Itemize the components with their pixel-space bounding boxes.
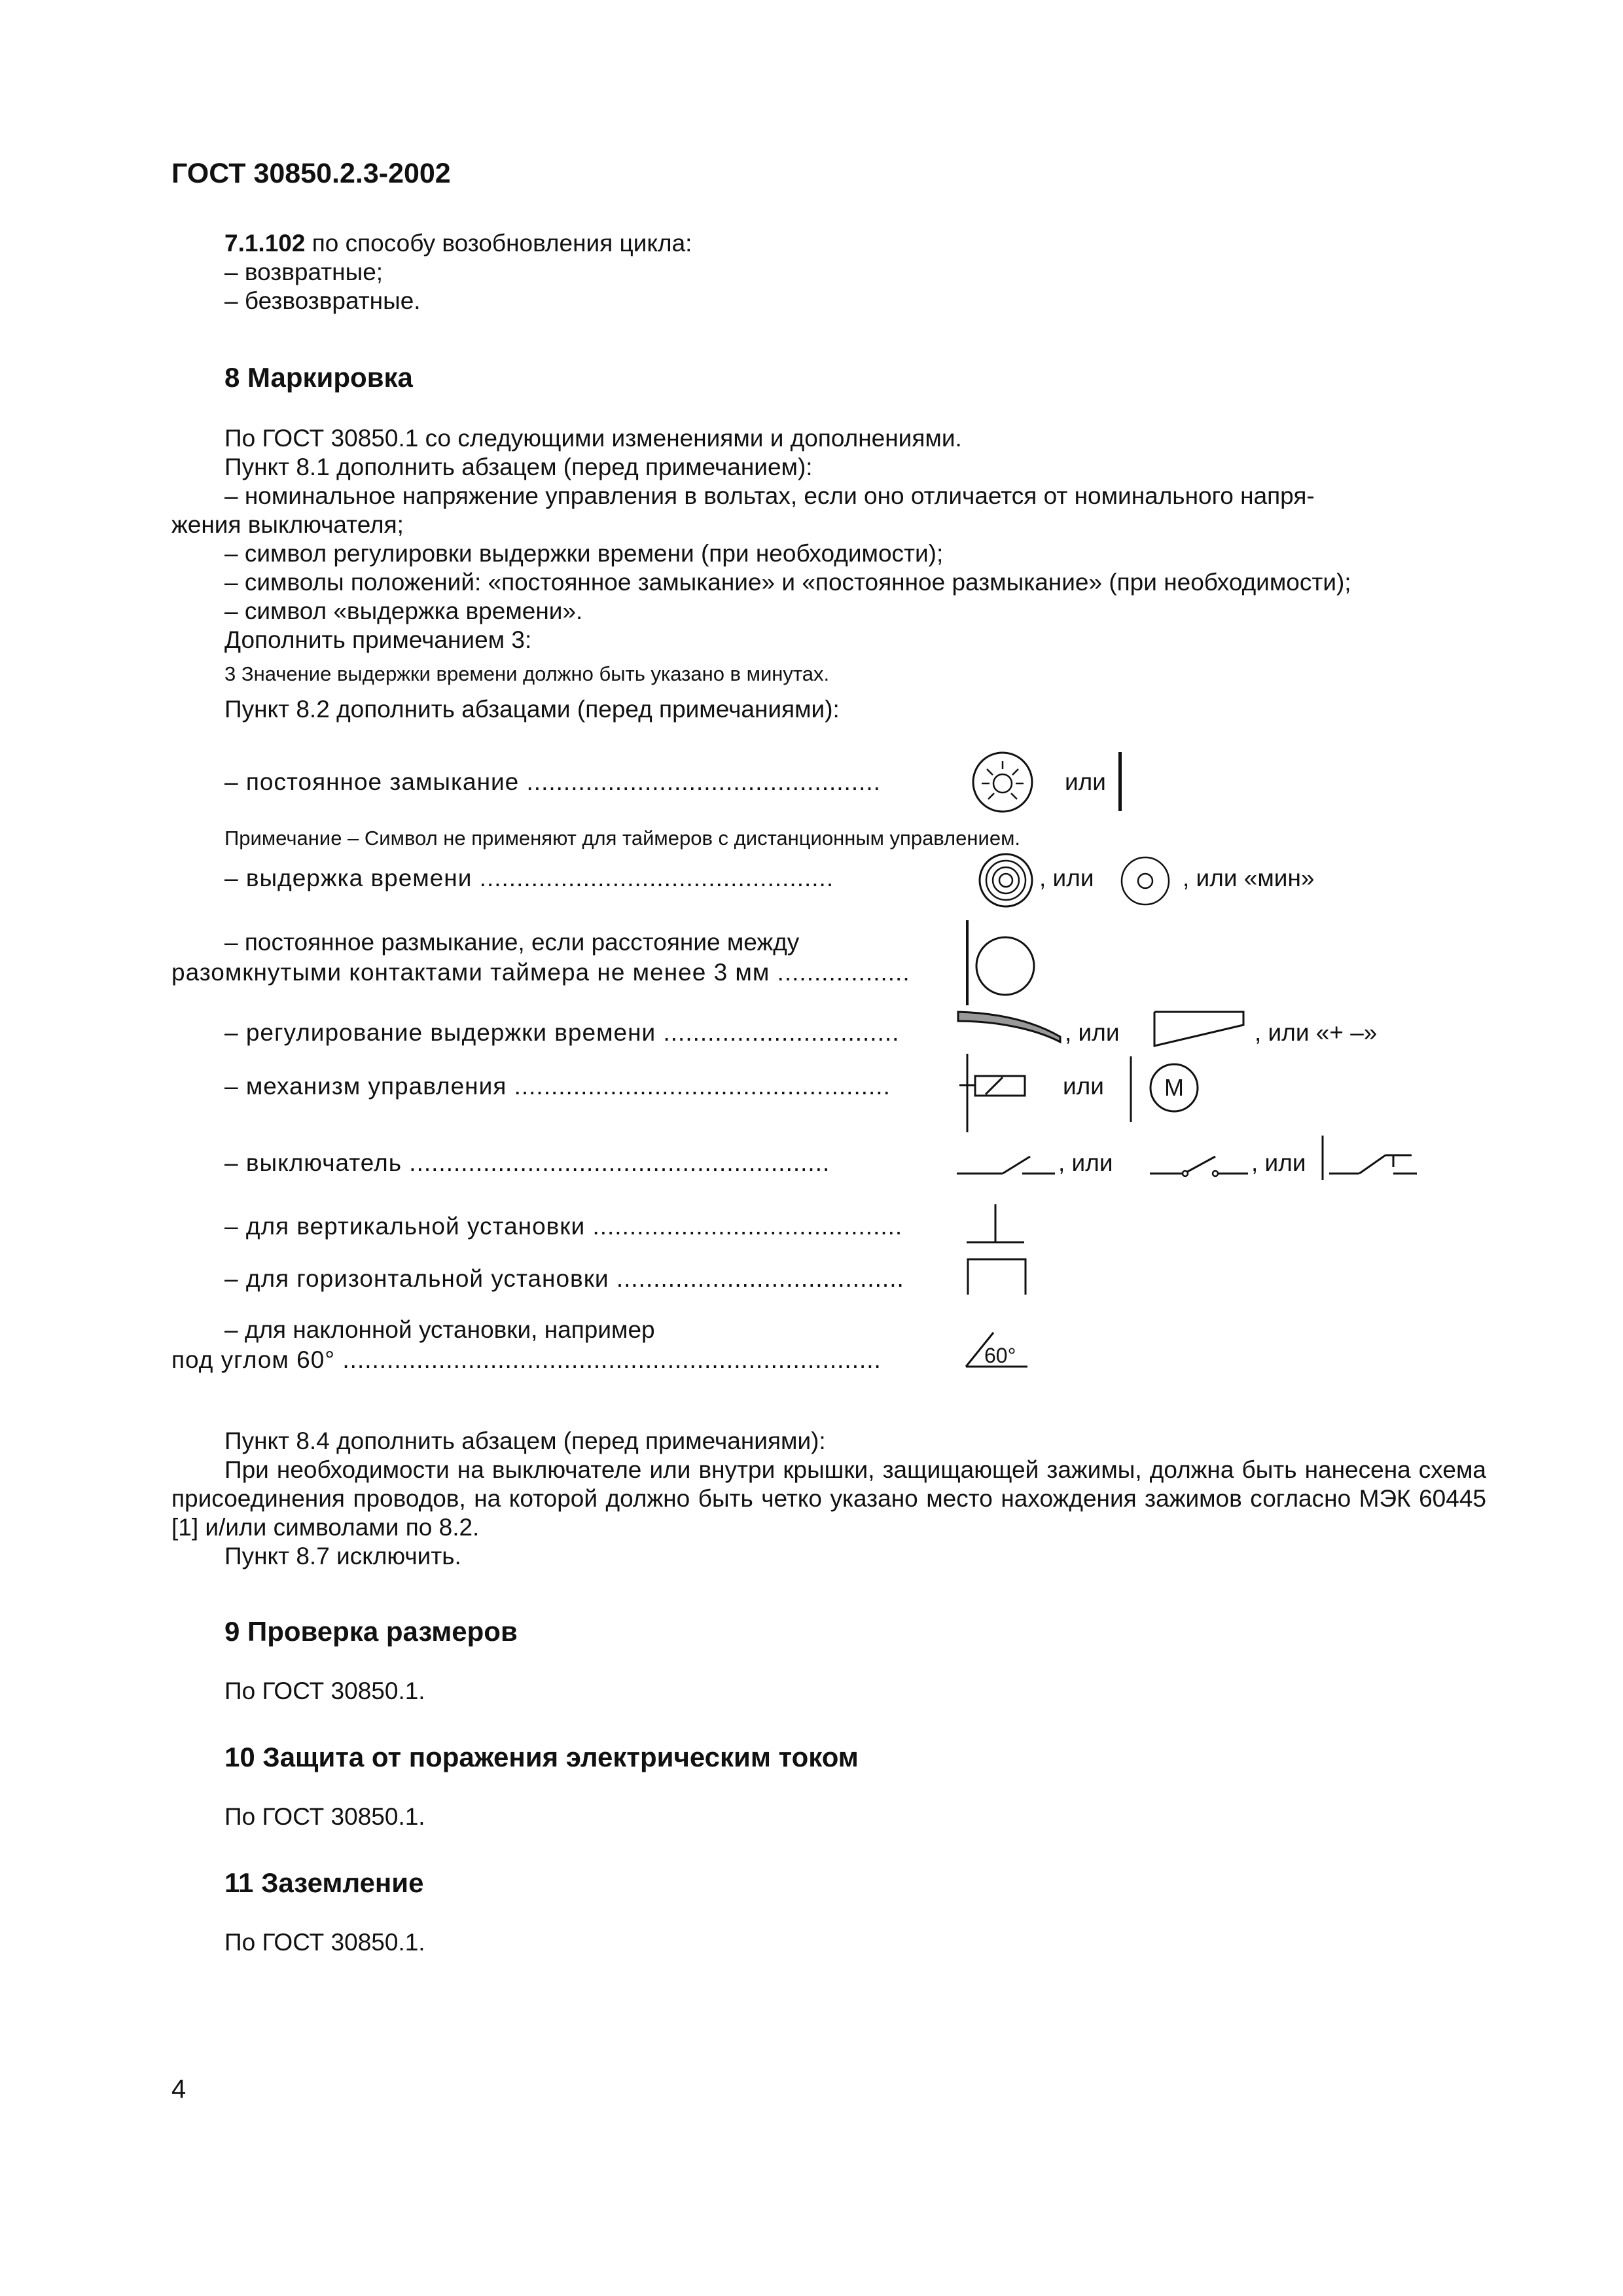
switch-icon [957,1149,1055,1175]
incline-angle-icon [965,1326,1030,1372]
inclined-install-symbol [965,1326,1030,1372]
clause-number: 7.1.102 [224,230,306,257]
or-word: или [1063,1073,1104,1100]
paragraph-8-4-text: При необходимости на выключателе или внутри крышки, защищающей зажимы, должна быть нанесена схема присоединения проводов, на которой должно быть четко указано место нахождения зажимов согласно МЭК 60445 [1] и/или символами по 8.2. [171,1456,1486,1541]
adjustment-outline-wedge [1153,1011,1245,1047]
vertical-install-symbol [967,1204,1026,1244]
constant-open-label-2: разомкнутыми контактами таймера не менее 3 мм .................. [171,959,910,986]
incline-angle-text: 60° [984,1344,1016,1367]
adjustment-label: – регулирование выдержки времени ................................ [224,1019,900,1046]
constant-open-label-1: – постоянное размыкание, если расстояние между [224,929,800,956]
bar-circle-icon [963,920,1037,1005]
horizontal-mount-icon [967,1258,1027,1295]
or-word: , или [1065,1019,1120,1046]
symbol-row-horizontal [171,1250,1487,1302]
paragraph: Пункт 8.4 дополнить абзацем (перед примечаниями): [224,1427,826,1454]
symbol-row-constant-closed [171,749,1487,815]
clause-text: по способу возобновления цикла: [305,230,692,257]
paragraph: Пункт 8.1 дополнить абзацем (перед примечанием): [224,454,813,480]
constant-open-symbol [963,920,1037,1005]
section-10-heading: 10 Защита от поражения электрическим током [224,1742,859,1772]
or-word: или [1065,768,1106,795]
outline-wedge-icon [1153,1011,1245,1047]
switch-symbol-3 [1320,1136,1418,1181]
switch-symbol-2 [1150,1149,1248,1175]
section-8-body [171,424,1486,724]
motor-icon [1127,1056,1205,1122]
mechanism-label: – механизм управления ................................................... [224,1073,891,1100]
paragraph: Пункт 8.7 исключить. [224,1543,461,1570]
section-8-tail [171,1427,1486,1571]
switch-label: – выключатель ......................................................... [224,1149,830,1176]
time-delay-simple-symbol [1120,856,1170,906]
section-11-text: По ГОСТ 30850.1. [224,1929,425,1956]
list-item: – символ регулировки выдержки времени (при необходимости); [224,540,944,567]
or-word: , или [1058,1149,1113,1176]
switch-contacts-icon [1150,1149,1248,1175]
horizontal-install-label: – для горизонтальной установки ....................................... [224,1265,904,1292]
concentric-circles-icon [978,852,1034,908]
document-title: ГОСТ 30850.2.3-2002 [171,158,451,189]
relay-coil-icon [957,1054,1029,1139]
list-item: – номинальное напряжение управления в вольтах, если оно отличается от номинального напря- [224,482,1315,509]
time-delay-label: – выдержка времени ................................................ [224,865,834,891]
inclined-install-label-2: под углом 60° ......................................................................... [171,1346,882,1373]
page-number: 4 [171,2075,187,2104]
constant-closed-label: – постоянное замыкание ................................................ [224,768,881,795]
section-9-text: По ГОСТ 30850.1. [224,1677,425,1704]
clause-7-1-102 [224,229,1486,315]
motor-letter: M [1164,1074,1184,1101]
lamp-circle-icon [970,749,1035,815]
paragraph: Дополнить примечанием 3: [224,626,532,653]
paragraph: По ГОСТ 30850.1 со следующими изменениями и дополнениями. [224,425,962,452]
section-10-text: По ГОСТ 30850.1. [224,1803,425,1830]
symbol-row-adjustment [171,1009,1487,1055]
time-delay-concentric-symbol [978,852,1034,908]
or-minutes-word: , или «мин» [1183,865,1315,891]
filled-wedge-icon [957,1011,1061,1043]
switch-symbol-1 [957,1149,1055,1175]
symbol-row-switch [171,1136,1487,1188]
circle-dot-icon [1120,856,1170,906]
motor-symbol [1127,1056,1205,1122]
paragraph: Пункт 8.2 дополнить абзацами (перед примечаниями): [224,696,840,723]
symbol-row-vertical [171,1199,1487,1251]
vertical-mount-icon [967,1204,1026,1244]
list-item: – возвратные; [224,259,383,285]
list-item-continuation: жения выключателя; [171,511,404,538]
list-item: – безвозвратные. [224,287,421,314]
or-word: , или [1039,865,1094,891]
adjustment-filled-wedge [957,1011,1061,1043]
inclined-install-label-1: – для наклонной установки, например [224,1316,655,1343]
symbol-row-time-delay [171,851,1487,910]
or-word: , или [1251,1149,1306,1176]
lamp-circle-symbol [970,749,1035,815]
symbol-row-constant-open [171,916,1487,1008]
clause-7-1-102-line [224,229,1486,258]
switch-bar-icon [1320,1136,1418,1181]
mechanism-relay-symbol [957,1054,1029,1139]
note-3: 3 Значение выдержки времени должно быть указано в минутах. [224,662,830,685]
section-8-heading: 8 Маркировка [224,362,413,393]
list-item: – символ «выдержка времени». [224,598,583,624]
symbol-row-inclined [171,1309,1487,1381]
vertical-bar-icon [1117,752,1124,811]
section-11-heading: 11 Заземление [224,1867,424,1898]
symbol-row-mechanism [171,1054,1487,1139]
list-item: – символы положений: «постоянное замыкание» и «постоянное размыкание» (при необходимости); [224,569,1351,596]
section-9-heading: 9 Проверка размеров [224,1616,518,1647]
vertical-install-label: – для вертикальной установки .......................................... [224,1213,903,1240]
or-plus-minus-word: , или «+ –» [1255,1019,1378,1046]
horizontal-install-symbol [967,1258,1027,1295]
symbol-note: Примечание – Символ не применяют для таймеров с дистанционным управлением. [224,827,1020,850]
closed-bar-symbol [1117,752,1124,811]
